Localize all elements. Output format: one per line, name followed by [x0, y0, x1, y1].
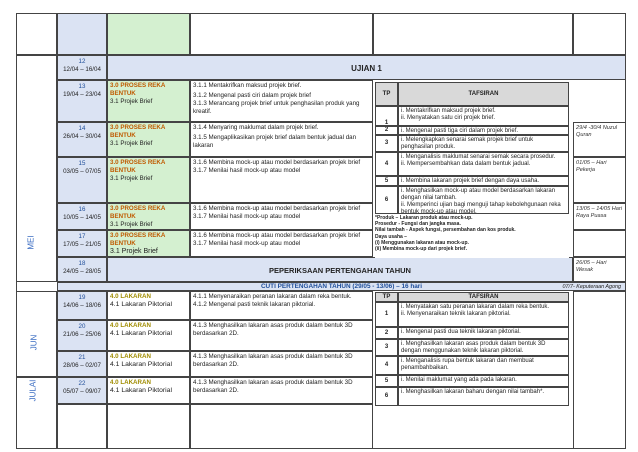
- week-number: 19: [78, 294, 86, 301]
- week-dates: 24/05 – 28/05: [63, 268, 101, 275]
- month-label-jun: JUN: [29, 334, 39, 351]
- week-dates: 17/05 – 21/05: [63, 241, 101, 248]
- standard-title: 3.0 PROSES REKA BENTUK: [110, 205, 166, 220]
- standard-row-21: [107, 351, 190, 377]
- tp-level: 2: [375, 126, 398, 135]
- standard-sub: 3.1 Projek Brief: [110, 175, 153, 182]
- tp-description: i. Mengenal pasti tiga ciri dalam projek brief.: [398, 126, 569, 135]
- break-text: CUTI PERTENGAHAN TAHUN (29/05 - 13/06) – 16 hari: [260, 283, 423, 290]
- tp-description: i. Menganalisis rupa bentuk lakaran dan membuat penambahbaikan.: [398, 356, 569, 375]
- lo-row-19: [190, 291, 373, 320]
- standard-row-20: [107, 320, 190, 351]
- lo-row-22: [190, 377, 373, 404]
- week-dates: 21/06 – 25/06: [63, 331, 101, 338]
- week-dates: 28/06 – 02/07: [63, 362, 101, 369]
- standard-sub: 3.1 Projek Brief: [110, 140, 153, 147]
- week-dates: 14/06 – 18/06: [63, 302, 101, 309]
- header-blank-col0: [16, 13, 57, 55]
- note-row-17: [573, 230, 626, 257]
- lo-item: 4.1.3 Menghasilkan lakaran asas produk dalam bentuk 3D berdasarkan 2D.: [193, 353, 353, 368]
- tp-description: i. Mengenal pasti dua teknik lakaran piktorial.: [398, 327, 569, 339]
- ujian-title: UJIAN 1: [351, 64, 382, 73]
- standard-row-22: [107, 377, 190, 404]
- lo-item: 4.1.3 Menghasilkan lakaran asas produk dalam bentuk 3D berdasarkan 2D.: [193, 379, 353, 394]
- tp-description: i. Mentakrifkan maksud projek brief. ii. Menyatakan satu ciri projek brief.: [398, 106, 569, 126]
- tp-level: 2: [375, 327, 398, 339]
- standard-title: 3.0 PROSES REKA BENTUK: [110, 159, 166, 174]
- lo-row-21: [190, 351, 373, 377]
- note-row-16: 13/05 – 14/05 Hari Raya Puasa: [573, 203, 626, 230]
- standard-row-16: [107, 203, 190, 230]
- standard-sub: 4.1 Lakaran Piktorial: [110, 301, 172, 308]
- week-number: 14: [78, 125, 86, 132]
- week-number: 18: [78, 260, 86, 267]
- week-row-19: [57, 291, 107, 320]
- standard-row-17: [107, 230, 190, 257]
- tp-level: 4: [375, 356, 398, 375]
- tp-level: 1: [375, 302, 398, 327]
- lo-item: 3.1.7 Menilai hasil mock-up atau model: [193, 240, 301, 247]
- standard-sub: 4.1 Lakaran Piktorial: [110, 330, 172, 337]
- lo-row-13: [190, 80, 373, 122]
- week-number: 17: [78, 233, 86, 240]
- standard-title: 3.0 PROSES REKA BENTUK: [110, 82, 166, 97]
- tp-header-tp: TP: [375, 292, 398, 302]
- standard-row-15: [107, 157, 190, 203]
- tp-level: 6: [375, 186, 398, 214]
- week-dates: 26/04 – 30/04: [63, 133, 101, 140]
- lo-row-17: [190, 230, 373, 257]
- week-dates: 10/05 – 14/05: [63, 214, 101, 221]
- tp-header-tafsiran: TAFSIRAN: [398, 82, 569, 106]
- header-blank-tp: [373, 13, 573, 55]
- week-row-22: [57, 377, 107, 404]
- lo-item: 3.1.6 Membina mock-up atau model berdasarkan projek brief: [193, 232, 361, 239]
- standard-title: 4.0 LAKARAN: [110, 322, 151, 329]
- tp-description: i. Menganalisis maklumat senarai semak secara prosedur. ii. Mempersembahkan data dalam bentuk jadual.: [398, 152, 569, 176]
- week-dates: 19/04 – 23/04: [63, 91, 101, 98]
- tp-table-2: [375, 292, 569, 406]
- lo-row-16: [190, 203, 373, 230]
- week-number: 21: [78, 354, 86, 361]
- tp-footnote: *Produk – Lakaran produk atau mock-up. Prosedur - Fungsi dan jangka masa. Nilai tambah - Aspek fungsi, persembahan dan kos produk. Daya usaha – (i) Menggunakan lakaran atau mock-up. (ii) Membina mock-up dari projek brief.: [375, 215, 516, 253]
- lo-item: 3.1.5 Mengaplikasikan projek brief dalam bentuk jadual dan lakaran: [193, 134, 357, 149]
- tp-header-tafsiran: TAFSIRAN: [398, 292, 569, 302]
- week-row-15: [57, 157, 107, 203]
- header-blank-week: [57, 13, 107, 55]
- lo-item: 3.1.4 Menyaring maklumat dalam projek brief.: [193, 124, 319, 131]
- standard-title: 3.0 PROSES REKA BENTUK: [110, 124, 166, 139]
- standard-row-14: [107, 122, 190, 157]
- tp-description: i. Menghasilkan mock-up atau model berdasarkan lakaran dengan nilai tambah. ii. Memperinci ujian bagi menguji tahap kebolehgunaan reka bentuk mock-up atau model.: [398, 186, 569, 214]
- lo-row-20: [190, 320, 373, 351]
- standard-sub: 3.1 Projek Brief: [110, 221, 153, 228]
- lo-row-14: [190, 122, 373, 157]
- week-number: 13: [78, 83, 86, 90]
- week-row-13: [57, 80, 107, 122]
- note-row-15: 01/05 – Hari Pekerja: [573, 157, 626, 203]
- note-row-18: 26/05 – Hari Wesak: [573, 257, 626, 282]
- week-row-14: [57, 122, 107, 157]
- tp-header-tp: TP: [375, 82, 398, 106]
- empty-row-bottom-std: [107, 404, 190, 449]
- lo-item: 4.1.3 Menghasilkan lakaran asas produk dalam bentuk 3D berdasarkan 2D.: [193, 322, 353, 337]
- lo-item: 3.1.7 Menilai hasil mock-up atau model: [193, 167, 301, 174]
- month-label-mei: MEI: [26, 235, 36, 250]
- standard-row-19: [107, 291, 190, 320]
- standard-title: 4.0 LAKARAN: [110, 379, 151, 386]
- lo-item: 4.1.1 Menyenaraikan peranan lakaran dalam reka bentuk.: [193, 293, 352, 300]
- lo-row-15: [190, 157, 373, 203]
- header-blank-note: [573, 13, 626, 55]
- tp-level: 5: [375, 176, 398, 186]
- week-dates: 12/04 – 16/04: [63, 66, 101, 73]
- lo-item: 3.1.2 Mengenal pasti ciri dalam projek brief: [193, 92, 311, 99]
- standard-title: 4.0 LAKARAN: [110, 293, 151, 300]
- tp-description: i. Menghasilkan lakaran asas produk dalam bentuk 3D dengan menggunakan teknik lakaran piktorial.: [398, 339, 569, 356]
- standard-sub: 4.1 Lakaran Piktorial: [110, 387, 172, 394]
- month-label-julai: JULAI: [28, 379, 38, 402]
- mid-exam-banner: [107, 257, 573, 282]
- break-note: 07/7- Keputeraan Agong: [562, 284, 621, 290]
- empty-row-bottom-lo: [190, 404, 373, 449]
- lo-item: 3.1.6 Membina mock-up atau model berdasarkan projek brief: [193, 159, 361, 166]
- ujian-banner: [107, 55, 626, 80]
- lo-item: 3.1.7 Menilai hasil mock-up atau model: [193, 213, 301, 220]
- tp-level: 3: [375, 339, 398, 356]
- lo-item: 3.1.3 Merancang projek brief untuk penghasilan produk yang kreatif.: [193, 100, 360, 115]
- note-row-14: 29/4 -30/4 Nuzul Quran: [573, 122, 626, 157]
- lo-item: 4.1.2 Mengenal pasti teknik lakaran piktorial.: [193, 301, 316, 308]
- week-dates: 03/05 – 07/05: [63, 168, 101, 175]
- tp-table-1: [375, 82, 569, 258]
- week-number: 20: [78, 323, 86, 330]
- lo-item: 3.1.6 Membina mock-up atau model berdasarkan projek brief: [193, 205, 361, 212]
- month-cell-mei: [16, 55, 57, 282]
- mid-exam-title: PEPERIKSAAN PERTENGAHAN TAHUN: [269, 266, 411, 275]
- week-row-20: [57, 320, 107, 351]
- week-number: 22: [78, 380, 86, 387]
- week-row-21: [57, 351, 107, 377]
- standard-row-13: [107, 80, 190, 122]
- week-row-12: [57, 55, 107, 80]
- break-banner: [57, 282, 626, 291]
- tp-description: i. Menghasilkan lakaran baharu dengan nilai tambah*.: [398, 387, 569, 406]
- lo-item: 3.1.1 Mentakrifkan maksud projek brief.: [193, 82, 302, 89]
- header-blank-lo: [190, 13, 373, 55]
- note-col-jun: [573, 291, 626, 449]
- tp-description: i. Menilai maklumat yang ada pada lakaran.: [398, 375, 569, 387]
- tp-level: 6: [375, 387, 398, 406]
- standard-title: 3.0 PROSES REKA BENTUK: [110, 232, 166, 247]
- empty-row-bottom-week: [57, 404, 107, 449]
- header-blank-std: [107, 13, 190, 55]
- standard-sub: 3.1 Projek Brief: [110, 98, 153, 105]
- tp-description: i. Membina lakaran projek brief dengan daya usaha.: [398, 176, 569, 186]
- week-dates: 05/07 – 09/07: [63, 388, 101, 395]
- tp-level: 1: [375, 106, 398, 126]
- week-number: 12: [78, 58, 86, 65]
- standard-sub: 4.1 Lakaran Piktorial: [110, 361, 172, 368]
- week-number: 16: [78, 206, 86, 213]
- week-row-17: [57, 230, 107, 257]
- standard-title: 4.0 LAKARAN: [110, 353, 151, 360]
- tp-description: i. Melengkapkan senarai semak projek brief untuk penghasilan produk.: [398, 135, 569, 152]
- standard-sub: 3.1 Projek Brief: [110, 248, 158, 255]
- tp-level: 4: [375, 152, 398, 176]
- tp-description: i. Menyatakan satu peranan lakaran dalam reka bentuk. ii. Menyenaraikan teknik lakaran piktorial.: [398, 302, 569, 327]
- tp-level: 5: [375, 375, 398, 387]
- tp-level: 3: [375, 135, 398, 152]
- week-row-16: [57, 203, 107, 230]
- week-number: 15: [78, 160, 86, 167]
- week-row-18: [57, 257, 107, 282]
